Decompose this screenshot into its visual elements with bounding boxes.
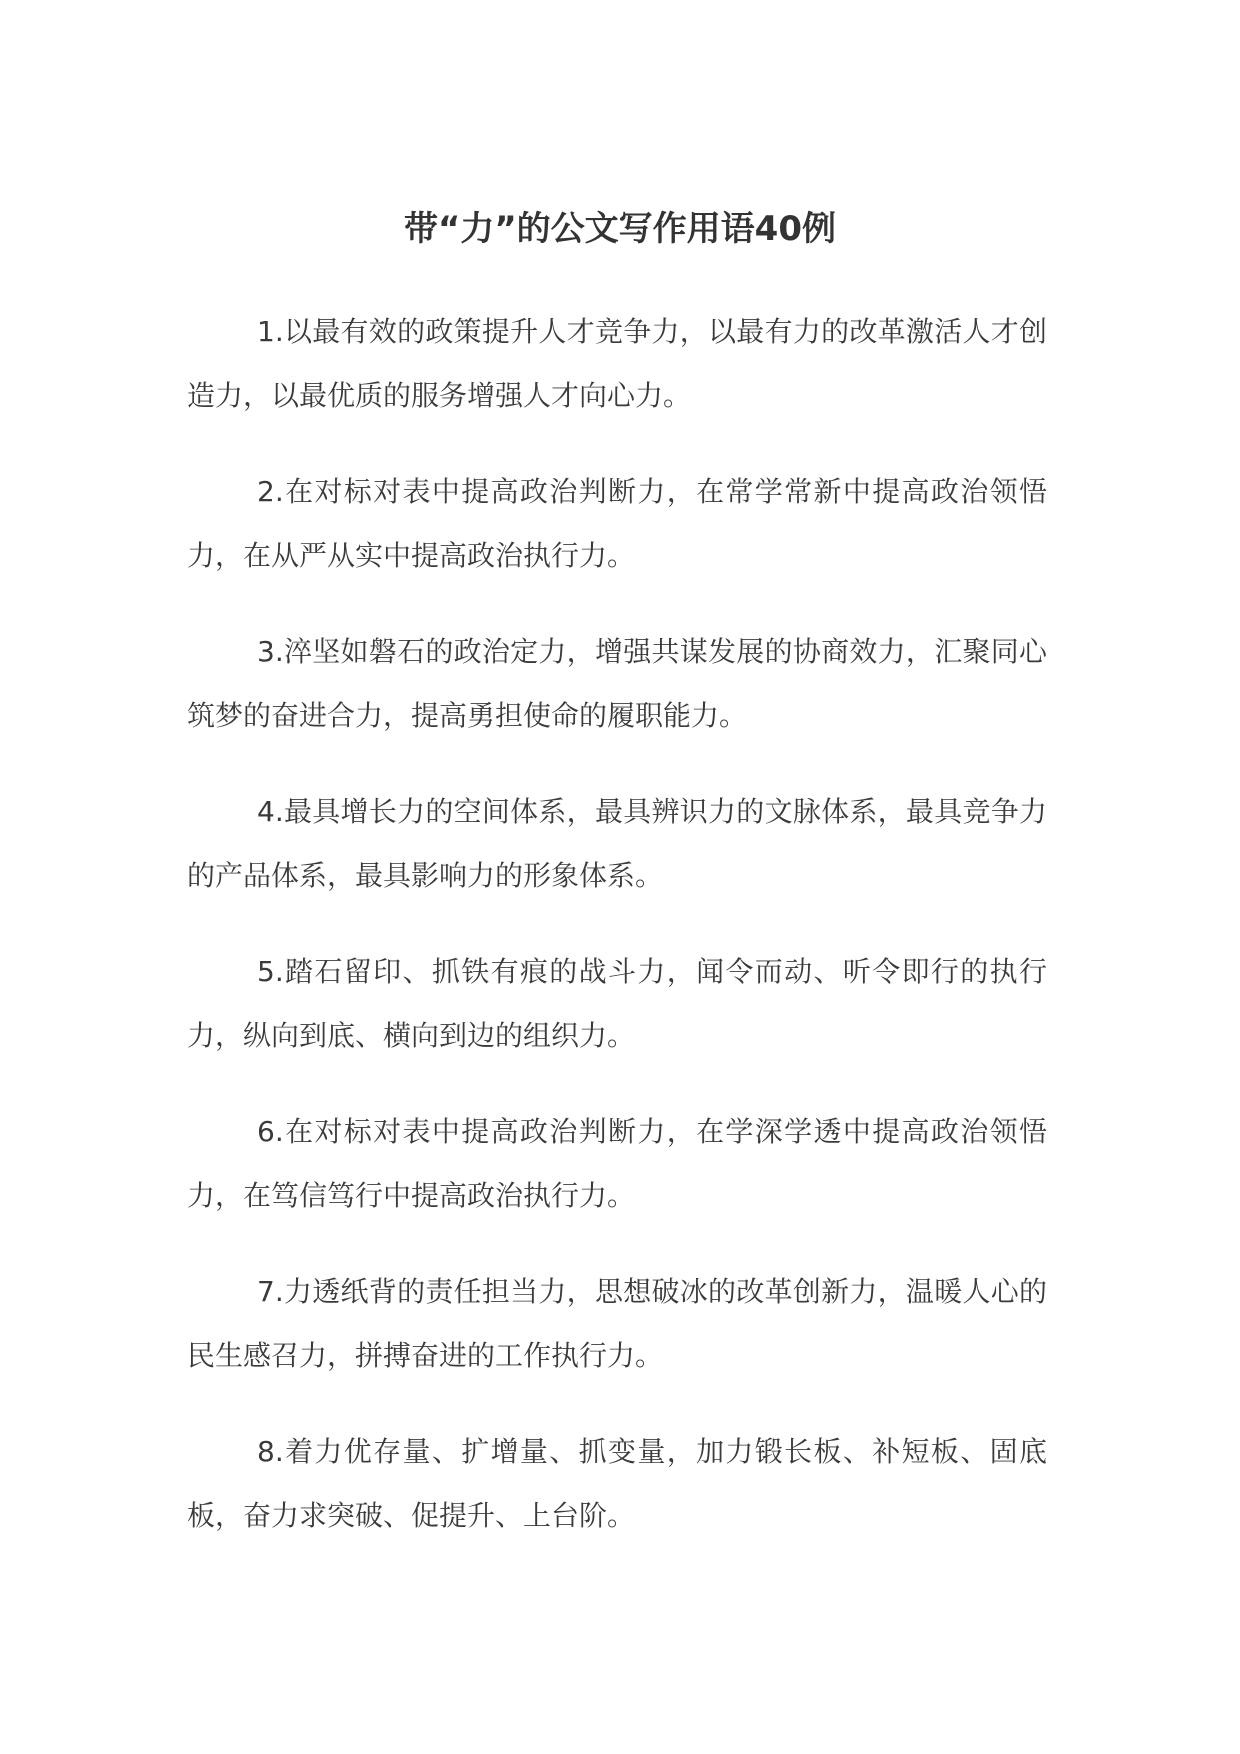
phrase-item-8: 8.着力优存量、扩增量、抓变量，加力锻长板、补短板、固底板，奋力求突破、促提升、上台阶。: [187, 1435, 1047, 1532]
phrase-item-1: 1.以最有效的政策提升人才竞争力，以最有力的改革激活人才创造力，以最优质的服务增强人才向心力。: [187, 315, 1047, 412]
phrase-list: [187, 300, 1047, 1580]
phrase-item-6: 6.在对标对表中提高政治判断力，在学深学透中提高政治领悟力，在笃信笃行中提高政治执行力。: [187, 1115, 1047, 1212]
document-title: 带“力”的公文写作用语40例: [403, 209, 836, 249]
phrase-item-2: 2.在对标对表中提高政治判断力，在常学常新中提高政治领悟力，在从严从实中提高政治执行力。: [187, 475, 1047, 572]
phrase-item-5: 5.踏石留印、抓铁有痕的战斗力，闻令而动、听令即行的执行力，纵向到底、横向到边的组织力。: [187, 955, 1047, 1052]
phrase-item-7: 7.力透纸背的责任担当力，思想破冰的改革创新力，温暖人心的民生感召力，拼搏奋进的工作执行力。: [187, 1275, 1047, 1372]
phrase-item-4: 4.最具增长力的空间体系，最具辨识力的文脉体系，最具竞争力的产品体系，最具影响力的形象体系。: [187, 795, 1047, 892]
phrase-item-3: 3.淬坚如磐石的政治定力，增强共谋发展的协商效力，汇聚同心筑梦的奋进合力，提高勇担使命的履职能力。: [187, 635, 1047, 732]
